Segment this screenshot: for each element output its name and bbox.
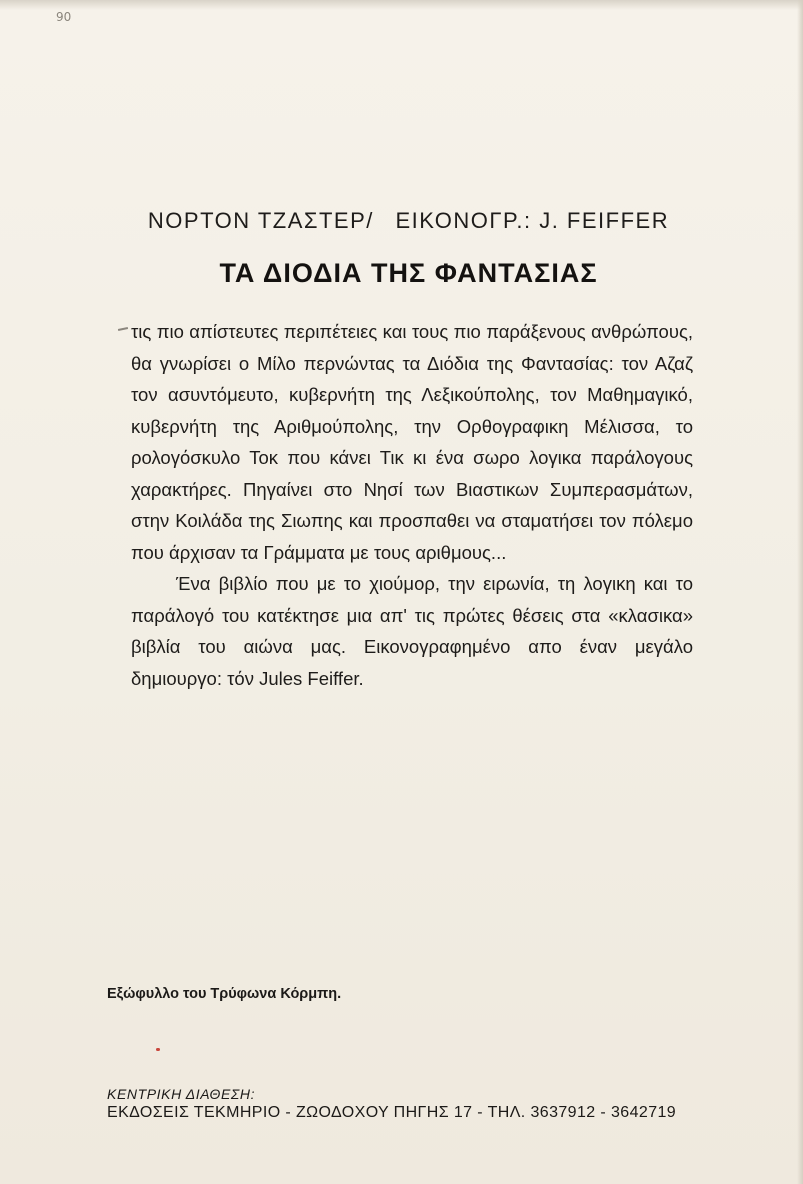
pencil-stroke [118,327,128,331]
page-edge [797,0,803,1184]
top-shadow [0,0,803,10]
author-line [0,208,803,234]
author-name: ΝΟΡΤΟΝ ΤΖΑΣΤΕΡ/ [147,208,374,233]
ink-fleck [156,1048,160,1051]
illustrator-credit: ΕΙΚΟΝΟΓΡ.: J. FEIFFER [395,208,670,233]
blurb-paragraph: τις πιο απίστευτες περιπέτειες και τους πιο παράξενους ανθρώπους, θα γνωρίσει ο Μίλο περνώντας τα Διόδια της Φαντασίας: τον Αζαζ τον ασυντόμευτο, κυβερνήτη της Λεξικούπολης, τον Μαθημαγικό, κυβερνήτη της Αριθμούπολης, την Ορθογραφικη Μέλισσα, το ρολογόσκυλο Τοκ που κάνει Τικ κι ένα σωρο λογικα παράλογους χαρακτήρες. Πηγαίνει στο Νησί των Βιαστικων Συμπερασμάτων, στην Κοιλάδα της Σιωπης και προσπαθει να σταματήσει τον πόλεμο που άρχισαν τα Γράμματα με τους αριθμους... [131,321,693,563]
distribution-address: ΕΚΔΟΣΕΙΣ ΤΕΚΜΗΡΙΟ - ΖΩΟΔΟΧΟΥ ΠΗΓΗΣ 17 - ΤΗΛ. 3637912 - 3642719 [107,1104,677,1121]
book-title: ΤΑ ΔΙΟΔΙΑ ΤΗΣ ΦΑΝΤΑΣΙΑΣ [219,258,598,288]
pencil-mark: 90 [56,10,72,24]
blurb [131,316,693,694]
cover-credit: Εξώφυλλο του Τρύφωνα Κόρμπη. [107,986,342,1002]
blurb-paragraph: Ένα βιβλίο που με το χιούμορ, την ειρωνία, τη λογικη και το παράλογό του κατέκτησε μια απ' τις πρώτες θέσεις στα «κλασικα» βιβλία του αιώνα μας. Εικονογραφημένο απο έναν μεγάλο δημιουργο: τόν Jules Feiffer. [131,573,693,689]
distribution-label: ΚΕΝΤΡΙΚΗ ΔΙΑΘΕΣΗ: [107,1086,256,1102]
